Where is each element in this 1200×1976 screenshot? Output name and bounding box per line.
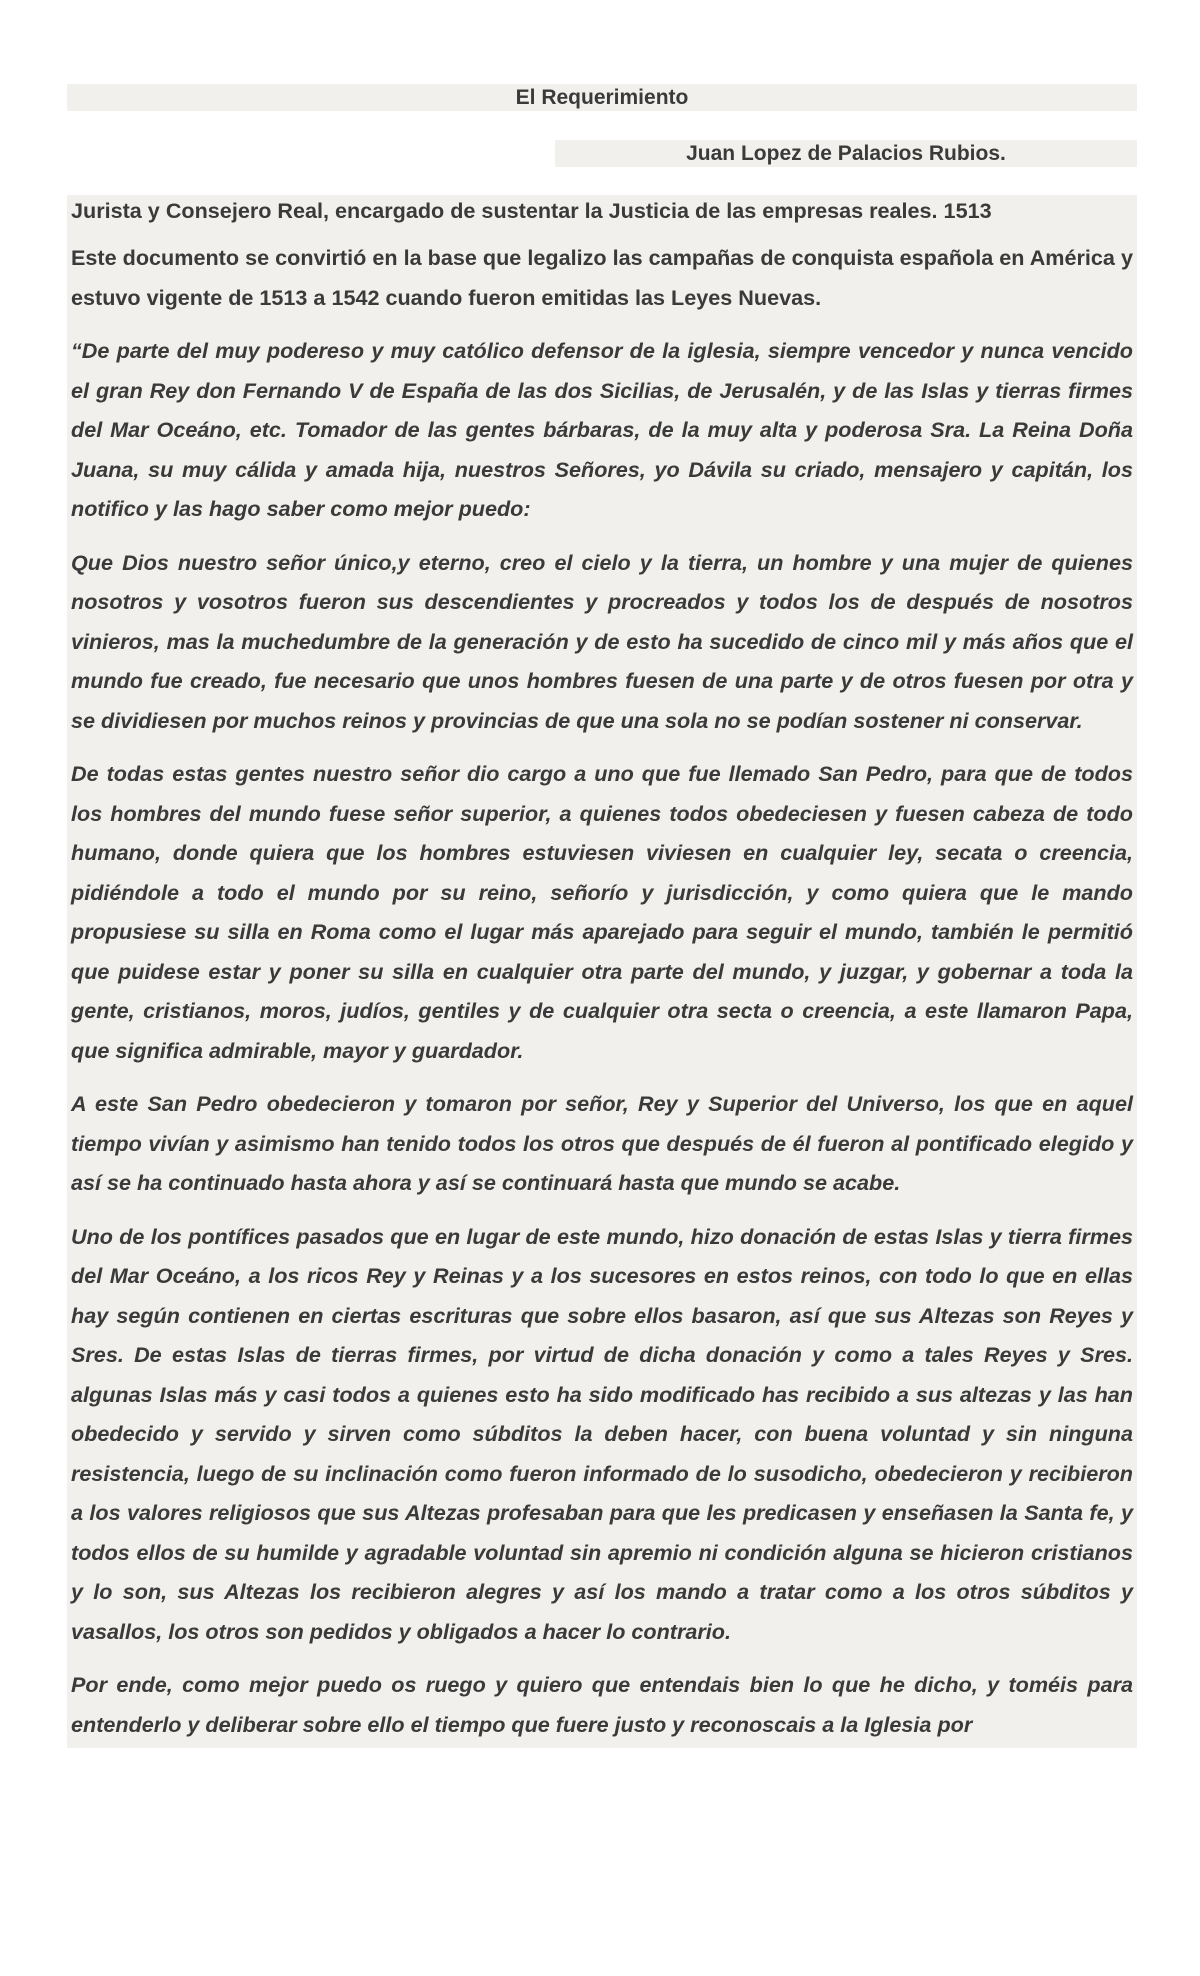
document-body — [67, 195, 1137, 1748]
author-row — [67, 140, 1137, 167]
paragraph-intro: Este documento se convirtió en la base que legalizo las campañas de conquista española en América y estuvo vigente de 1513 a 1542 cuando fueron emitidas las Leyes Nuevas. — [71, 245, 1133, 310]
paragraph-1: “De parte del muy podereso y muy católico defensor de la iglesia, siempre vencedor y nunca vencido el gran Rey don Fernando V de España de las dos Sicilias, de Jerusalén, y de las Islas y tierras firmes del Mar Oceáno, etc. Tomador de las gentes bárbaras, de la muy alta y poderosa Sra. La Reina Doña Juana, su muy cálida y amada hija, nuestros Señores, yo Dávila su criado, mensajero y capitán, los notifico y las hago saber como mejor puedo: — [71, 338, 1133, 521]
paragraph-4: A este San Pedro obedecieron y tomaron por señor, Rey y Superior del Universo, los que en aquel tiempo vivían y asimismo han tenido todos los otros que después de él fueron al pontificado elegido y así se ha continuado hasta ahora y así se continuará hasta que mundo se acabe. — [71, 1091, 1133, 1195]
document-author: Juan Lopez de Palacios Rubios. — [555, 140, 1137, 167]
paragraph-5: Uno de los pontífices pasados que en lugar de este mundo, hizo donación de estas Islas y tierra firmes del Mar Oceáno, a los ricos Rey y Reinas y a los sucesores en estos reinos, con todo lo que en ellas hay según contienen en ciertas escrituras que sobre ellos basaron, así que sus Altezas son Reyes y Sres. De estas Islas de tierras firmes, por virtud de dicha donación y como a tales Reyes y Sres. algunas Islas más y casi todos a quienes esto ha sido modificado has recibido a sus altezas y las han obedecido y servido y sirven como súbditos la deben hacer, con buena voluntad y sin ninguna resistencia, luego de su inclinación como fueron informado de lo susodicho, obedecieron y recibieron a los valores religiosos que sus Altezas profesaban para que les predicasen y enseñasen la Santa fe, y todos ellos de su humilde y agradable voluntad sin apremio ni condición alguna se hicieron cristianos y lo son, sus Altezas los recibieron alegres y así los mando a tratar como a los otros súbditos y vasallos, los otros son pedidos y obligados a hacer lo contrario. — [71, 1223, 1133, 1644]
document-page — [67, 84, 1137, 1748]
paragraph-2: Que Dios nuestro señor único,y eterno, creo el cielo y la tierra, un hombre y una mujer de quienes nosotros y vosotros fueron sus descendientes y procreados y todos los de después de nosotros vinieros, mas la muchedumbre de la generación y de esto ha sucedido de cinco mil y más años que el mundo fue creado, fue necesario que unos hombres fuesen de una parte y de otros fuesen por otra y se dividiesen por muchos reinos y provincias de que una sola no se podían sostener ni conservar. — [71, 549, 1133, 733]
document-title: El Requerimiento — [67, 84, 1137, 111]
paragraph-3: De todas estas gentes nuestro señor dio cargo a uno que fue llemado San Pedro, para que de todos los hombres del mundo fuese señor superior, a quienes todos obedeciesen y fuesen cabeza de todo humano, donde quiera que los hombres estuviesen viviesen en cualquier ley, secata o creencia, pidiéndole a todo el mundo por su reino, señorío y jurisdicción, y como quiera que le mando propusiese su silla en Roma como el lugar más aparejado para seguir el mundo, también le permitió que puidese estar y poner su silla en cualquier otra parte del mundo, y juzgar, y gobernar a toda la gente, cristianos, moros, judíos, gentiles y de cualquier otra secta o creencia, a este llamaron Papa, que significa admirable, mayor y guardador. — [71, 761, 1133, 1063]
paragraph-jurist: Jurista y Consejero Real, encargado de sustentar la Justicia de las empresas reales. 1513 — [71, 198, 992, 223]
paragraph-6: Por ende, como mejor puedo os ruego y quiero que entendais bien lo que he dicho, y toméis para entenderlo y deliberar sobre ello el tiempo que fuere justo y reconoscais a la Iglesia por — [71, 1672, 1133, 1737]
